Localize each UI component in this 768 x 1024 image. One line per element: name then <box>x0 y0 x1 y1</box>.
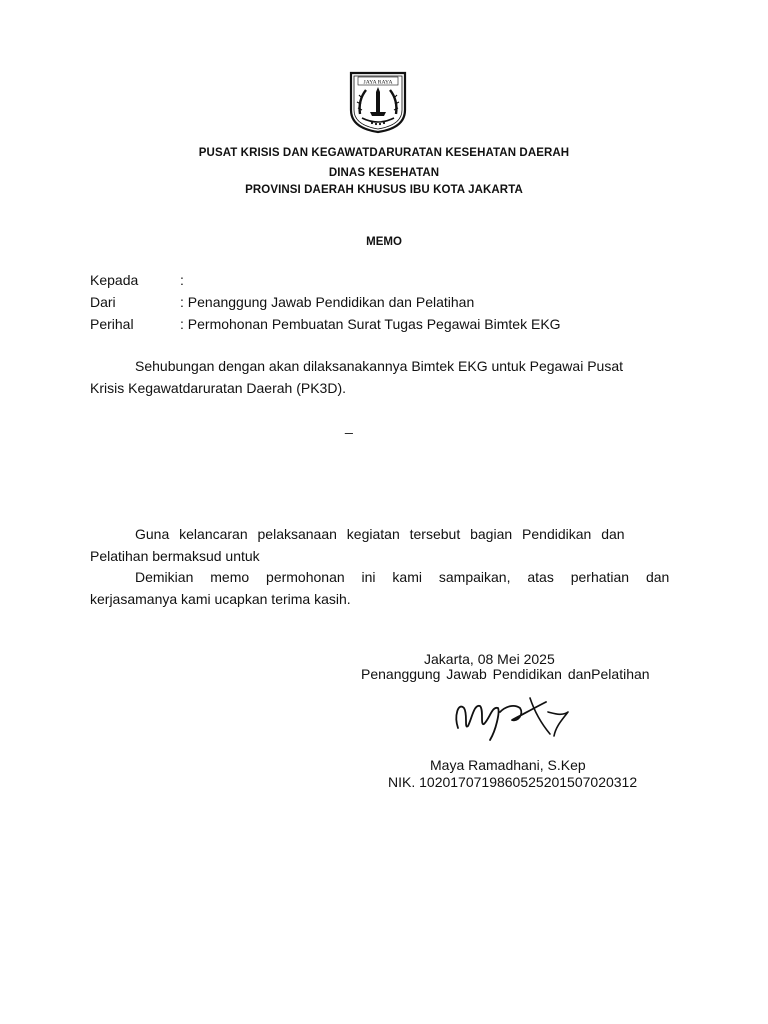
meta-label: Perihal <box>90 316 134 332</box>
handwritten-signature <box>450 690 580 745</box>
paragraph-closing <box>90 566 671 610</box>
meta-value: : Penanggung Jawab Pendidikan dan Pelatihan <box>180 294 475 310</box>
meta-label: Kepada <box>90 272 139 288</box>
signatory-name: Maya Ramadhani, S.Kep <box>430 757 586 773</box>
paragraph-line: Demikian memo permohonan ini kami sampaikan, atas perhatian dan <box>135 569 670 585</box>
memo-title: MEMO <box>366 236 402 248</box>
paragraph-line: Pelatihan bermaksud untuk <box>90 548 260 564</box>
placeholder-dash: _ <box>345 418 353 434</box>
svg-text:JAYA RAYA: JAYA RAYA <box>363 79 393 86</box>
meta-value: : Permohonan Pembuatan Surat Tugas Pegawai Bimtek EKG <box>180 316 561 332</box>
jakarta-emblem-icon <box>348 70 408 134</box>
signature-position: Penanggung Jawab Pendidikan danPelatihan <box>361 666 650 682</box>
paragraph-purpose <box>90 523 671 567</box>
paragraph-line: Krisis Kegawatdaruratan Daerah (PK3D). <box>90 380 347 396</box>
header-institution: PUSAT KRISIS DAN KEGAWATDARURATAN KESEHATAN DAERAH <box>198 147 570 159</box>
meta-label: Dari <box>90 294 116 310</box>
signature-place-date: Jakarta, 08 Mei 2025 <box>424 651 555 667</box>
meta-value: : <box>180 272 184 288</box>
paragraph-line: kerjasamanya kami ucapkan terima kasih. <box>90 591 351 607</box>
paragraph-intro <box>90 355 671 399</box>
paragraph-line: Sehubungan dengan akan dilaksanakannya Bimtek EKG untuk Pegawai Pusat <box>135 358 624 374</box>
signatory-nik: NIK. 102017071986052520150702031​2 <box>388 774 638 790</box>
header-province: PROVINSI DAERAH KHUSUS IBU KOTA JAKARTA <box>245 184 523 196</box>
paragraph-line: Guna kelancaran pelaksanaan kegiatan tersebut bagian Pendidikan dan <box>135 526 625 542</box>
header-department: DINAS KESEHATAN <box>328 167 440 179</box>
